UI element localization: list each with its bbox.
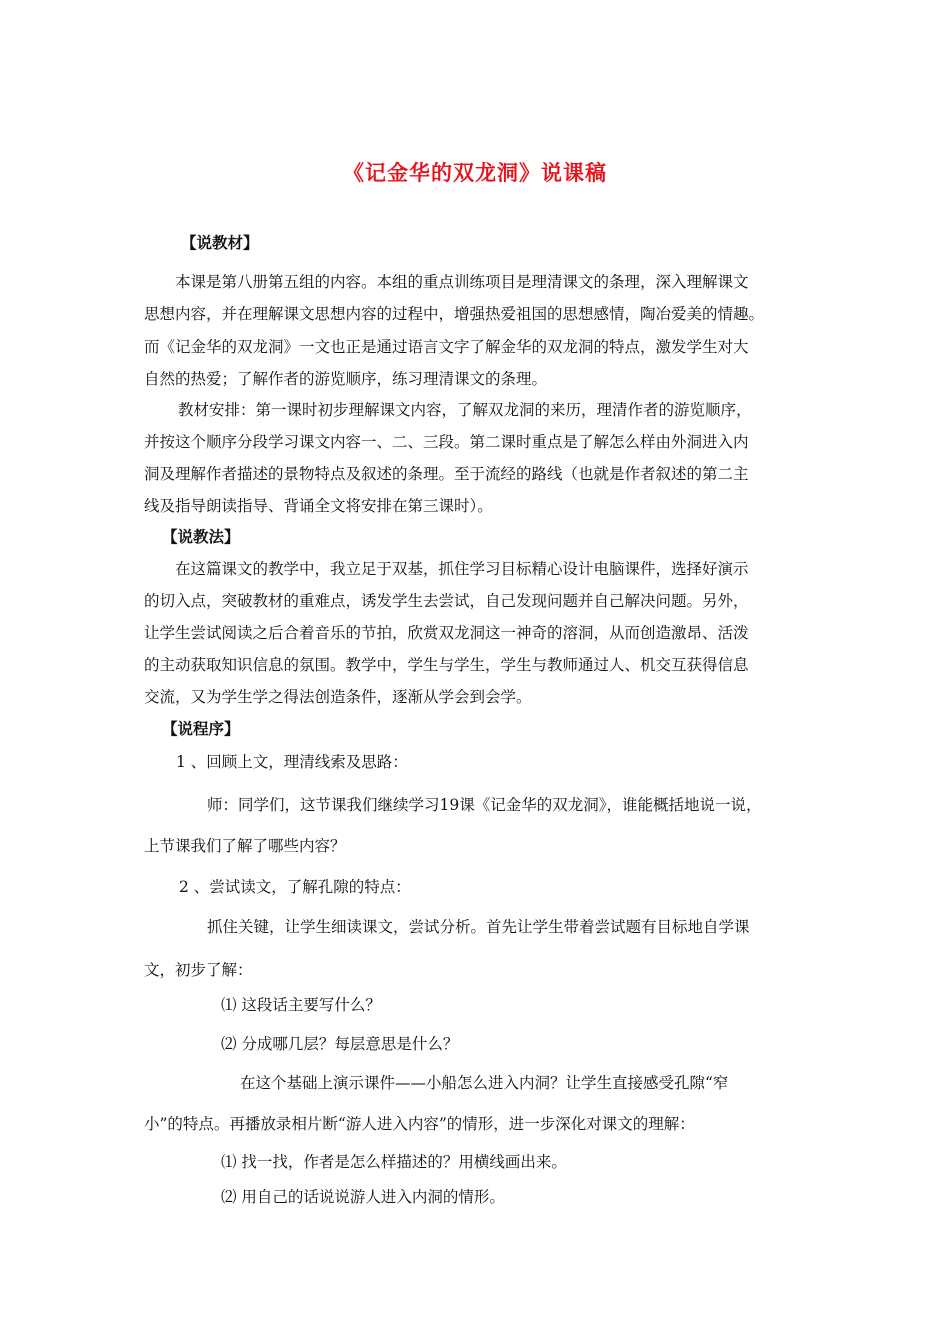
paragraph-line: 线及指导朗读指导、背诵全文将安排在第三课时）。 (144, 497, 493, 515)
paragraph-line: 而《记金华的双龙洞》一文也正是通过语言文字了解金华的双龙洞的特点，激发学生对大 (144, 338, 749, 356)
section-heading-method: 【说教法】 (162, 528, 240, 546)
question-item: ⑴ 这段话主要写什么？ (221, 996, 381, 1014)
paragraph-line: 在这篇课文的教学中，我立足于双基，抓住学习目标精心设计电脑课件，选择好演示 (175, 560, 749, 578)
question-item: ⑴ 找一找，作者是怎么样描述的？用横线画出来。 (221, 1153, 567, 1171)
paragraph-line: 的切入点，突破教材的重难点，诱发学生去尝试，自己发现问题并自己解决问题。另外， (144, 592, 749, 610)
paragraph-line: 并按这个顺序分段学习课文内容一、二、三段。第二课时重点是了解怎么样由外洞进入内 (144, 433, 749, 451)
step-heading: 1 、回顾上文，理清线索及思路： (176, 753, 408, 771)
paragraph-line: 本课是第八册第五组的内容。本组的重点训练项目是理清课文的条理，深入理解课文 (175, 273, 749, 291)
paragraph-line: 师：同学们，这节课我们继续学习19课《记金华的双龙洞》，谁能概括地说一说， (207, 796, 762, 814)
paragraph-line: 抓住关键，让学生细读课文，尝试分析。首先让学生带着尝试题有目标地自学课 (207, 918, 750, 936)
section-heading-textbook: 【说教材】 (181, 234, 259, 252)
paragraph-line: 交流，又为学生学之得法创造条件，逐渐从学会到会学。 (144, 688, 532, 706)
paragraph-line: 思想内容，并在理解课文思想内容的过程中，增强热爱祖国的思想感情，陶冶爱美的情趣。 (144, 305, 765, 323)
document-title: 《记金华的双龙洞》说课稿 (343, 161, 607, 185)
question-item: ⑵ 分成哪几层？每层意思是什么？ (221, 1035, 459, 1053)
paragraph-line: 教材安排：第一课时初步理解课文内容，了解双龙洞的来历，理清作者的游览顺序， (178, 401, 752, 419)
step-heading: 2 、尝试读文，了解孔隙的特点： (179, 878, 411, 896)
paragraph-line: 上节课我们了解了哪些内容？ (144, 837, 346, 855)
paragraph-line: 自然的热爱；了解作者的游览顺序，练习理清课文的条理。 (144, 370, 548, 388)
paragraph-line: 小”的特点。再播放录相片断“游人进入内容”的情形，进一步深化对课文的理解： (144, 1115, 695, 1133)
section-heading-procedure: 【说程序】 (162, 720, 240, 738)
paragraph-line: 的主动获取知识信息的氛围。教学中，学生与学生，学生与教师通过人、机交互获得信息 (144, 656, 749, 674)
paragraph-line: 在这个基础上演示课件——小船怎么进入内洞？让学生直接感受孔隙“窄 (240, 1074, 729, 1092)
question-item: ⑵ 用自己的话说说游人进入内洞的情形。 (221, 1188, 505, 1206)
paragraph-line: 文，初步了解： (144, 961, 253, 979)
paragraph-line: 洞及理解作者描述的景物特点及叙述的条理。至于流经的路线（也就是作者叙述的第二主 (144, 465, 749, 483)
paragraph-line: 让学生尝试阅读之后合着音乐的节拍，欣赏双龙洞这一神奇的溶洞，从而创造激昂、活泼 (144, 624, 749, 642)
